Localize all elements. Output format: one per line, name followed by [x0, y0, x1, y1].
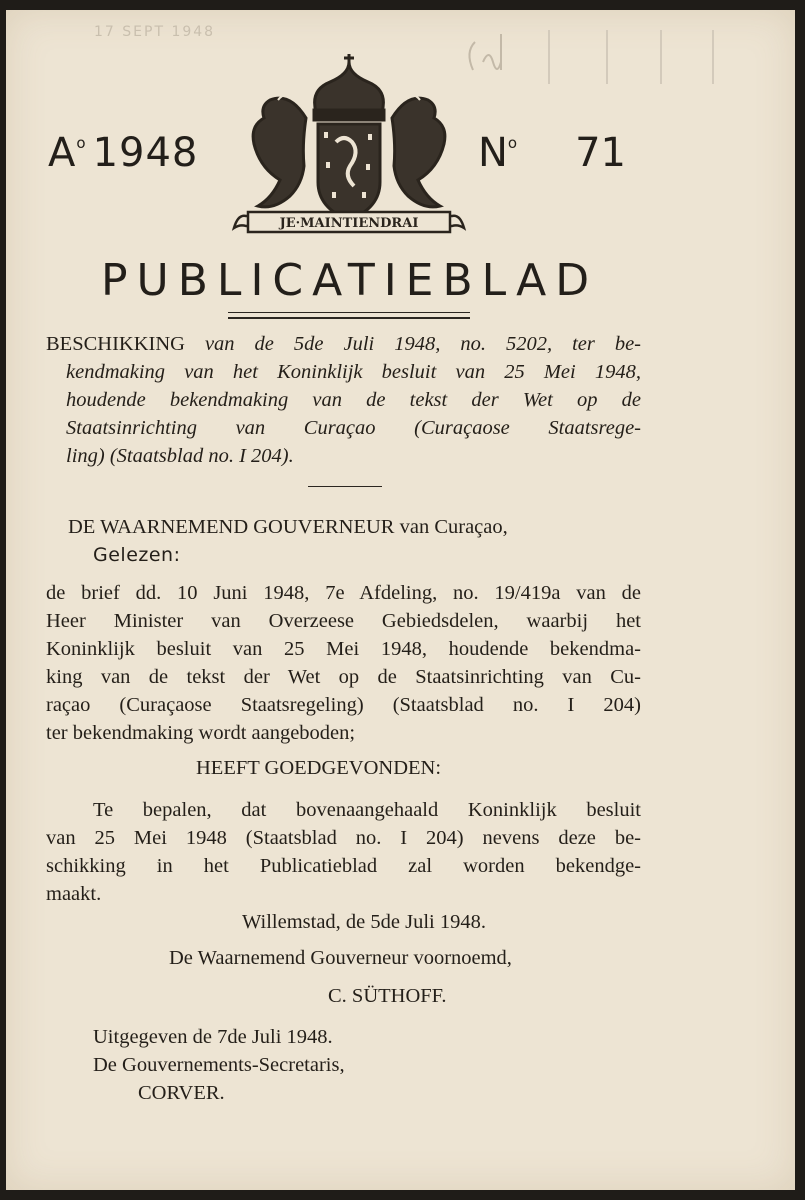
body-line: Heer Minister van Overzeese Gebiedsdelen, waarbij het — [46, 610, 641, 632]
intro-line: ling) (Staatsblad no. I 204). — [66, 445, 294, 467]
decision-heading: HEEFT GOEDGEVONDEN: — [196, 757, 442, 779]
issued-date: Uitgegeven de 7de Juli 1948. — [93, 1026, 333, 1048]
signer-name: C. SÜTHOFF. — [328, 985, 447, 1007]
handwritten-marks — [461, 22, 761, 92]
secretary-name: CORVER. — [138, 1082, 225, 1104]
intro-line: Staatsinrichting van Curaçao (Curaçaose Staatsrege- — [66, 417, 641, 439]
intro-line: houdende bekendmaking van de tekst der Wet op de — [66, 389, 641, 411]
governor-line: DE WAARNEMEND GOUVERNEUR van Curaçao, — [68, 516, 508, 538]
body-line: van 25 Mei 1948 (Staatsblad no. I 204) nevens deze be- — [46, 827, 641, 849]
body-line: Te bepalen, dat bovenaangehaald Koninklijk besluit — [93, 799, 641, 821]
document-page — [6, 10, 795, 1190]
body-line: raçao (Curaçaose Staatsregeling) (Staatsblad no. I 204) — [46, 694, 641, 716]
body-line: maakt. — [46, 883, 102, 905]
title-divider-thick — [228, 317, 470, 319]
year-label: $A^o$ 1948 — [48, 130, 199, 176]
section-divider — [308, 486, 382, 487]
body-line: king van de tekst der Wet op de Staatsinrichting van Cu- — [46, 666, 641, 688]
acting-governor-line: De Waarnemend Gouverneur voornoemd, — [169, 947, 512, 969]
body-line: de brief dd. 10 Juni 1948, 7e Afdeling, no. 19/419a van de — [46, 582, 641, 604]
page-title: PUBLICATIEBLAD — [101, 255, 599, 306]
body-line: ter bekendmaking wordt aangeboden; — [46, 722, 356, 744]
number-value: 71 — [575, 130, 627, 176]
gelezen-heading: Gelezen: — [93, 544, 181, 566]
coat-of-arms-icon — [228, 52, 470, 242]
intro-line: kendmaking van het Koninklijk besluit van 25 Mei 1948, — [66, 361, 641, 383]
body-line: Koninklijk besluit van 25 Mei 1948, houdende bekendma- — [46, 638, 641, 660]
place-date: Willemstad, de 5de Juli 1948. — [242, 911, 486, 933]
number-label: $N^o$ 71 — [478, 130, 627, 176]
body-line: schikking in het Publicatieblad zal worden bekendge- — [46, 855, 641, 877]
received-stamp: 17 SEPT 1948 — [94, 24, 216, 40]
year-value: 1948 — [92, 130, 199, 176]
crest-motto: JE·MAINTIENDRAI — [279, 216, 419, 231]
secretary-title: De Gouvernements-Secretaris, — [93, 1054, 345, 1076]
title-divider — [228, 312, 470, 313]
intro-line: BESCHIKKING van de 5de Juli 1948, no. 5202, ter be- — [46, 333, 642, 355]
